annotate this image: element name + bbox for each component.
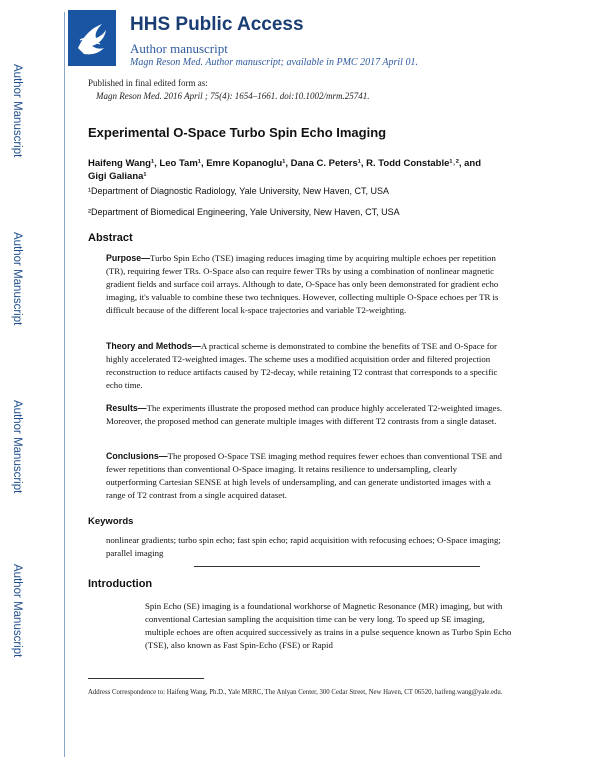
purpose-text: Turbo Spin Echo (TSE) imaging reduces imaging time by acquiring multiple echoes per repetition (TR), requiring fewer TRs. O-Space also can require fewer TRs by using a combination of nonlinear magnetic gradient fields and surface coil arrays. Although to date, O-Space has only been demonstrated for gradient echo imaging, it's valuable to combine these two techniques. However, collecting multiple O-Space echoes per TR is difficult because of the different local k-space trajectories and variable T2-weighting. [106, 253, 499, 315]
author-list [88, 157, 528, 183]
journal-availability-line: Magn Reson Med. Author manuscript; available in PMC 2017 April 01. [130, 57, 418, 68]
keywords-text: nonlinear gradients; turbo spin echo; fast spin echo; rapid acquisition with refocusing echoes; O-Space imaging; parallel imaging [106, 535, 501, 558]
sidebar-divider [64, 12, 65, 757]
footnote-divider [88, 678, 204, 679]
conclusions-text: The proposed O-Space TSE imaging method requires fewer echoes than conventional TSE and fewer repetitions than conventional O-Space imaging. It retains resilience to undersampling, clearly outperforming Cartesian SENSE at high levels of undersampling, and can generate undistorted images with a range of T2 contrast from a single acquired dataset. [106, 451, 502, 500]
introduction-text: Spin Echo (SE) imaging is a foundational workhorse of Magnetic Resonance (MR) imaging, but with conventional Cartesian sampling the acquisition time can be very long. To speed up SE imaging, multiple echoes are often acquired successively as trains in a pulse sequence known as Turbo Spin Echo (TSE), also known as Fast Spin-Echo (FSE) or Rapid [145, 601, 512, 650]
theory-label: Theory and Methods— [106, 341, 201, 351]
keywords-heading: Keywords [88, 516, 134, 527]
page-header-title: HHS Public Access [130, 14, 304, 35]
results-text: The experiments illustrate the proposed method can produce highly accelerated T2-weighted images. Moreover, the proposed method can generate multiple images with different T2 contrasts from a single dataset. [106, 403, 503, 426]
published-label: Published in final edited form as: [88, 78, 208, 88]
abstract-heading: Abstract [88, 232, 133, 244]
abstract-results [106, 402, 510, 428]
paper-title: Experimental O-Space Turbo Spin Echo Imaging [88, 125, 387, 140]
sidebar-label: Author Manuscript [11, 564, 23, 658]
introduction-heading: Introduction [88, 578, 153, 590]
authors-line: Gigi Galiana¹ [88, 171, 147, 182]
authors-line: Haifeng Wang¹, Leo Tam¹, Emre Kopanoglu¹, Dana C. Peters¹, R. Todd Constable¹˒², and [88, 158, 482, 169]
results-label: Results— [106, 403, 147, 413]
affiliation: ¹Department of Diagnostic Radiology, Yale University, New Haven, CT, USA [88, 186, 389, 196]
conclusions-label: Conclusions— [106, 451, 168, 461]
abstract-conclusions [106, 450, 510, 502]
theory-text: A practical scheme is demonstrated to combine the benefits of TSE and O-Space for highly accelerated T2-weighted images. The scheme uses a modified acquisition order and filtered projection reconstruction to reduce artifacts caused by T2-decay, while retaining T2 contrast that corresponds to a specific echo time. [106, 341, 498, 390]
sidebar-label: Author Manuscript [11, 232, 23, 326]
section-divider [194, 566, 480, 567]
citation-line: Magn Reson Med. 2016 April ; 75(4): 1654–1661. doi:10.1002/mrm.25741. [96, 91, 370, 101]
affiliation: ²Department of Biomedical Engineering, Yale University, New Haven, CT, USA [88, 207, 400, 217]
abstract-purpose [106, 252, 510, 317]
abstract-theory [106, 340, 510, 392]
purpose-label: Purpose— [106, 253, 150, 263]
sidebar-label: Author Manuscript [11, 64, 23, 158]
sidebar-label: Author Manuscript [11, 400, 23, 494]
hhs-eagle-icon [68, 10, 116, 66]
footnote: Address Correspondence to: Haifeng Wang, Ph.D., Yale MRRC, The Anlyan Center, 300 Cedar Street, New Haven, CT 06520, haifeng.wang@yale.edu. [88, 689, 503, 696]
page-header-subtitle: Author manuscript [130, 41, 228, 56]
